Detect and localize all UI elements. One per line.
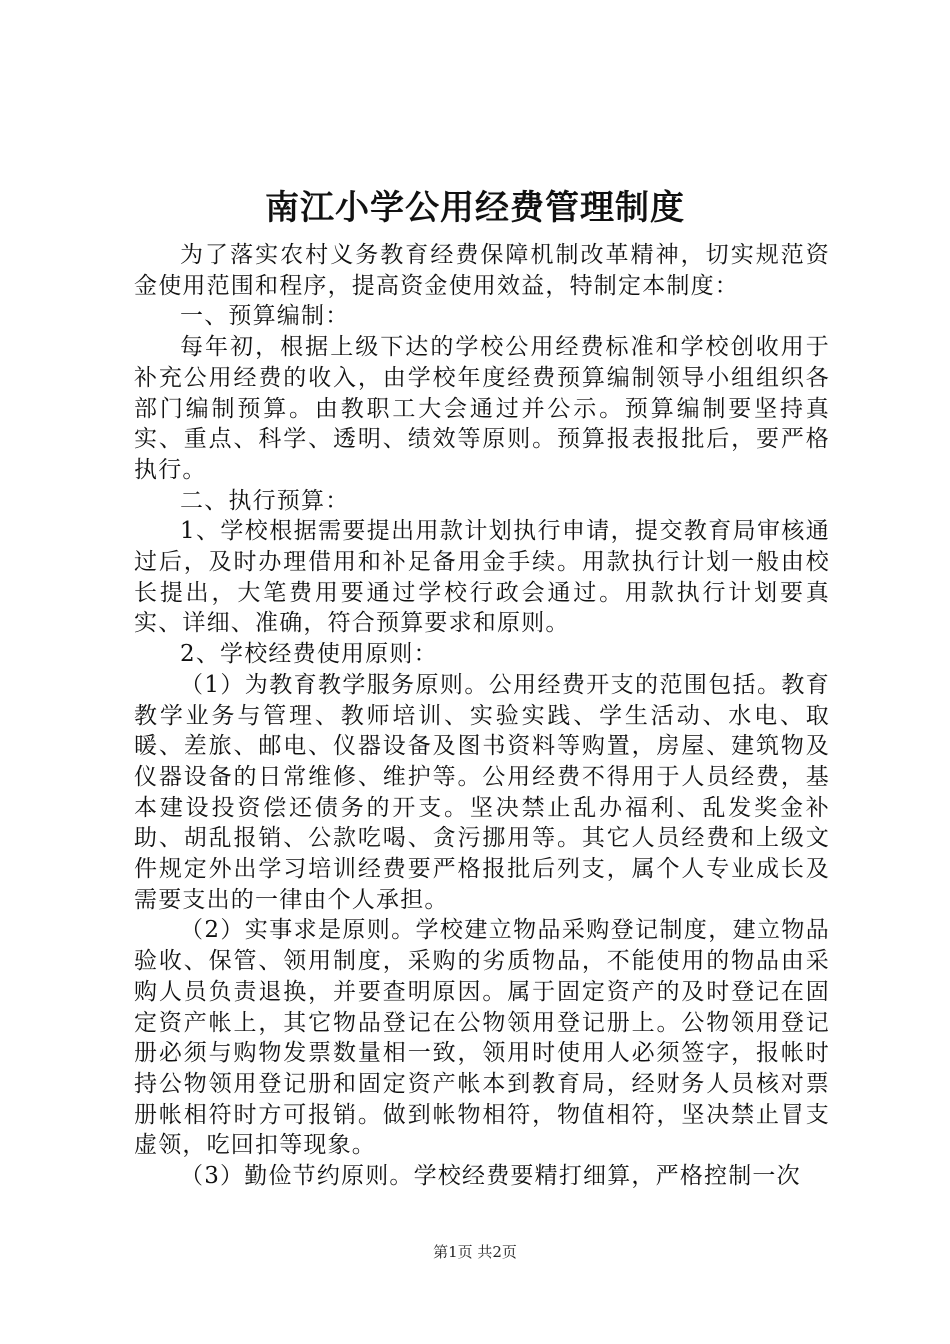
document-body — [134, 240, 830, 1192]
paragraph-budget: 每年初，根据上级下达的学校公用经费标准和学校创收用于补充公用经费的收入，由学校年度经费预算编制领导小组组织各部门编制预算。由教职工大会通过并公示。预算编制要坚持真实、重点、科学、透明、绩效等原则。预算报表报批后，要严格执行。 — [134, 334, 830, 483]
paragraph-principle-1: （1）为教育教学服务原则。公用经费开支的范围包括。教育教学业务与管理、教师培训、实验实践、学生活动、水电、取暖、差旅、邮电、仪器设备及图书资料等购置，房屋、建筑物及仪器设备的日常维修、维护等。公用经费不得用于人员经费，基本建设投资偿还债务的开支。坚决禁止乱办福利、乱发奖金补助、胡乱报销、公款吃喝、贪污挪用等。其它人员经费和上级文件规定外出学习培训经费要严格报批后列支，属个人专业成长及需要支出的一律由个人承担。 — [134, 671, 830, 913]
paragraph-execution-2: 2、学校经费使用原则： — [180, 641, 438, 668]
heading-budget: 一、预算编制： — [180, 303, 350, 330]
page-footer: 第1页 共2页 — [433, 1243, 517, 1261]
heading-execution: 二、执行预算： — [180, 487, 350, 514]
paragraph-intro: 为了落实农村义务教育经费保障机制改革精神，切实规范资金使用范围和程序，提高资金使用效益，特制定本制度： — [134, 242, 830, 299]
paragraph-principle-2: （2）实事求是原则。学校建立物品采购登记制度，建立物品验收、保管、领用制度，采购的劣质物品，不能使用的物品由采购人员负责退换，并要查明原因。属于固定资产的及时登记在固定资产帐上，其它物品登记在公物领用登记册上。公物领用登记册必须与购物发票数量相一致，领用时使用人必须签字，报帐时持公物领用登记册和固定资产帐本到教育局，经财务人员核对票册帐相符时方可报销。做到帐物相符，物值相符，坚决禁止冒支虚领，吃回扣等现象。 — [134, 917, 830, 1159]
document-title: 南江小学公用经费管理制度 — [265, 188, 685, 228]
paragraph-principle-3: （3）勤俭节约原则。学校经费要精打细算，严格控制一次 — [180, 1163, 801, 1190]
paragraph-execution-1: 1、学校根据需要提出用款计划执行申请，提交教育局审核通过后，及时办理借用和补足备用金手续。用款执行计划一般由校长提出，大笔费用要通过学校行政会通过。用款执行计划要真实、详细、准确，符合预算要求和原则。 — [134, 518, 830, 637]
